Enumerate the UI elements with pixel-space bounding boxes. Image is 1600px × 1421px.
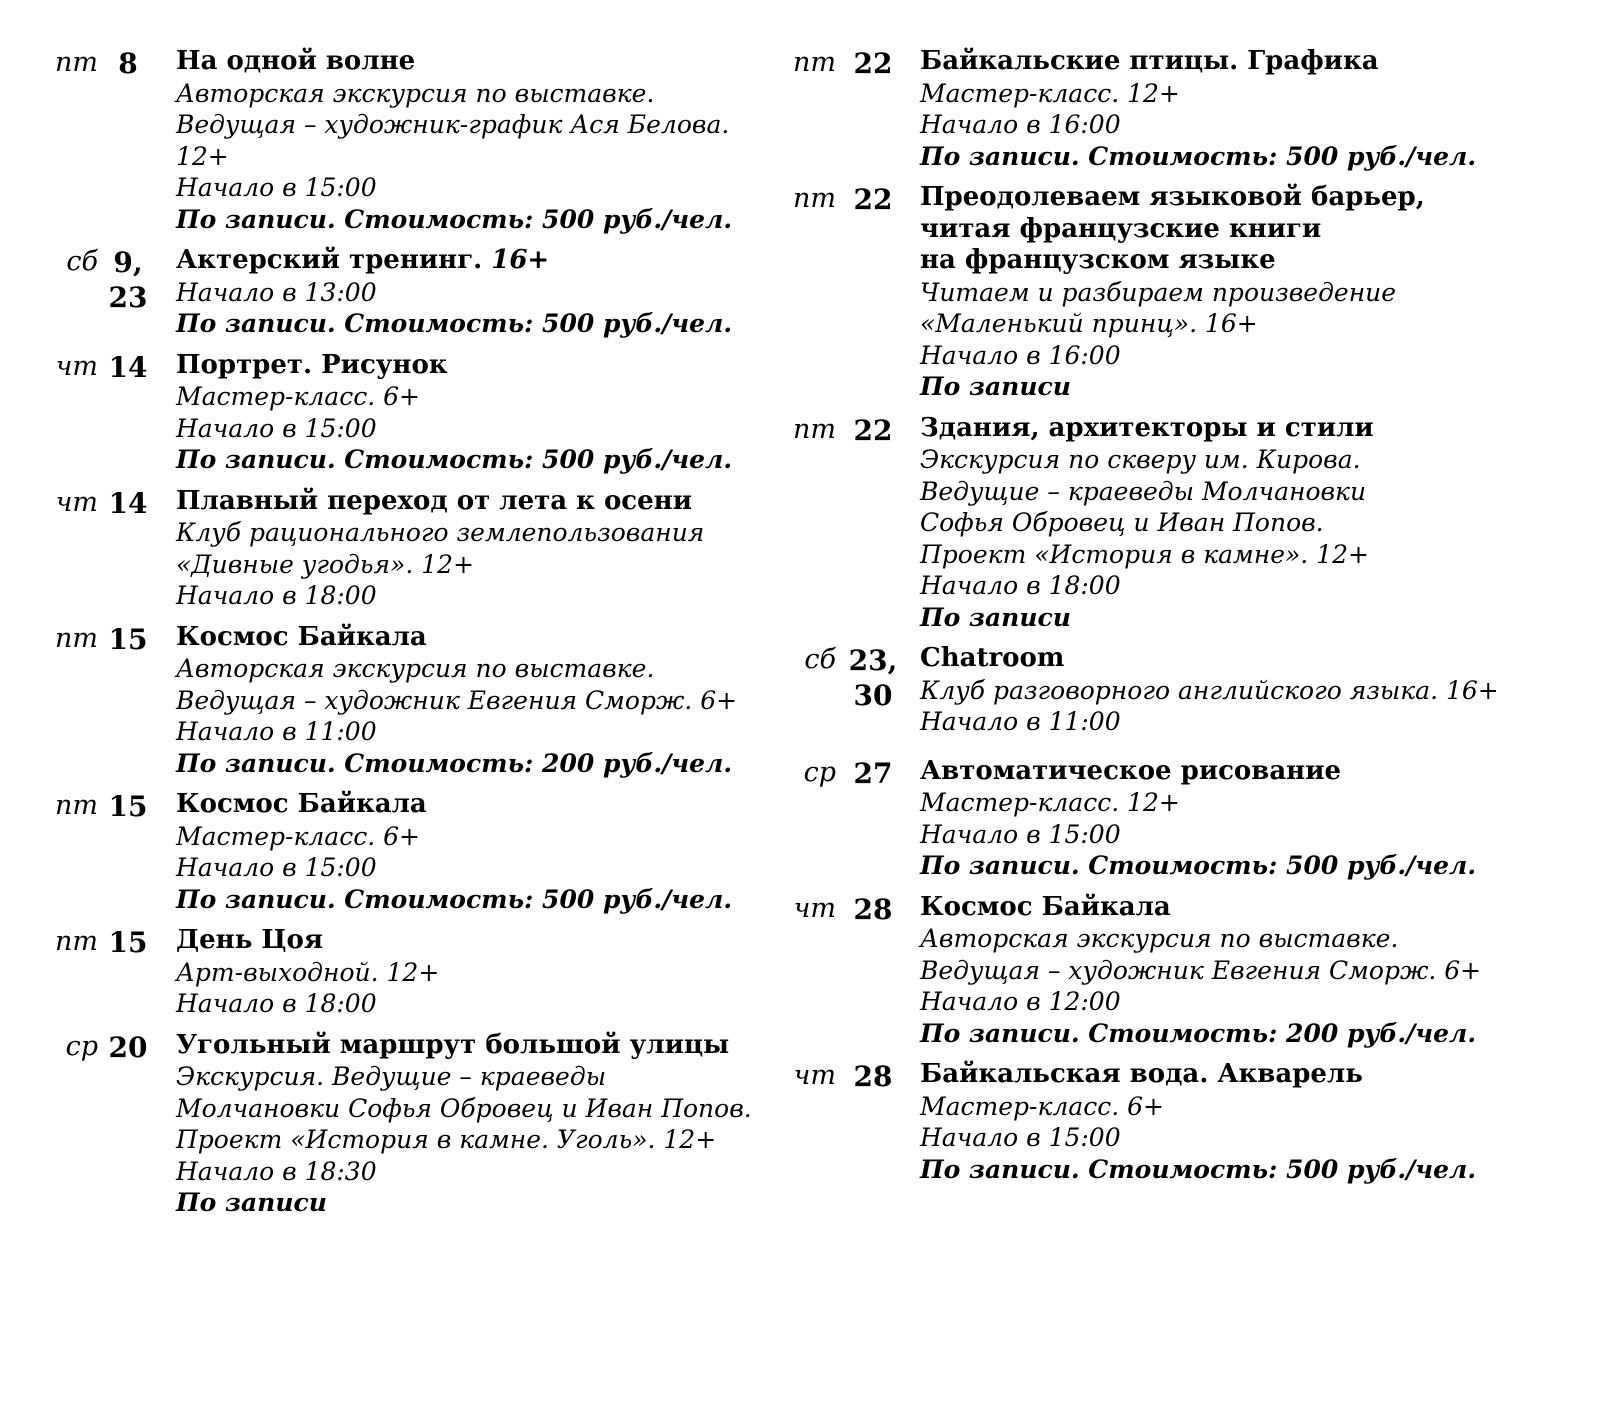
event-title: Актерский тренинг. 16+ <box>176 245 550 275</box>
event-start-time: Начало в 15:00 <box>176 413 377 443</box>
event-detail: Авторская экскурсия по выставке. <box>920 924 1399 953</box>
event-weekday: ср <box>803 756 836 788</box>
event-title: Автоматическое рисование <box>920 755 1342 786</box>
event-detail: Авторская экскурсия по выставке. <box>176 654 655 683</box>
event-detail: Клуб разговорного английского языка. 16+ <box>920 675 1499 705</box>
event-registration: По записи. Стоимость: 200 руб./чел. <box>920 1018 1477 1048</box>
event-weekday: чт <box>55 486 98 518</box>
event-detail: «Маленький принц». 16+ <box>920 309 1258 338</box>
event-registration: По записи. Стоимость: 500 руб./чел. <box>176 445 733 474</box>
event-title-continued: читая французские книги <box>920 213 1322 244</box>
event-date: 14 <box>108 350 148 384</box>
event-weekday: сб <box>804 644 836 675</box>
event-weekday: пт <box>793 413 836 445</box>
event-detail: «Дивные угодья». 12+ <box>176 549 474 579</box>
event-weekday: пт <box>793 47 836 78</box>
event-detail: Ведущие – краеведы Молчановки <box>920 476 1367 506</box>
event-item <box>790 1059 1590 1185</box>
event-start-time: Начало в 13:00 <box>176 277 377 307</box>
event-registration: По записи. Стоимость: 500 руб./чел. <box>176 884 733 914</box>
event-detail: Молчановки Софья Обровец и Иван Попов. <box>176 1093 752 1123</box>
event-title: Байкальская вода. Акварель <box>920 1059 1363 1089</box>
event-registration: По записи <box>176 1188 327 1217</box>
event-title: Космос Байкала <box>920 891 1171 922</box>
event-registration: По записи. Стоимость: 500 руб./чел. <box>176 309 733 338</box>
event-date: 15 <box>108 790 148 823</box>
event-title: День Цоя <box>176 925 324 955</box>
event-start-time: Начало в 15:00 <box>920 819 1121 849</box>
event-date: 22 <box>853 413 893 447</box>
event-start-time: Начало в 18:00 <box>920 571 1121 600</box>
event-title: Космос Байкала <box>176 621 427 652</box>
right-column <box>790 46 1590 1195</box>
event-start-time: Начало в 11:00 <box>176 717 377 746</box>
event-item <box>52 350 772 476</box>
event-title: Угольный маршрут большой улицы <box>176 1029 730 1060</box>
event-start-time: Начало в 18:00 <box>176 989 377 1018</box>
event-detail: Проект «История в камне». 12+ <box>920 539 1369 569</box>
event-date: 23, 30 <box>848 644 898 712</box>
event-title: Плавный переход от лета к осени <box>176 485 692 516</box>
event-item <box>52 925 772 1020</box>
event-detail: Софья Обровец и Иван Попов. <box>920 508 1324 537</box>
event-start-time: Начало в 15:00 <box>920 1123 1121 1152</box>
event-weekday: пт <box>55 926 98 957</box>
event-title: Байкальские птицы. Графика <box>920 46 1379 76</box>
event-detail: Экскурсия. Ведущие – краеведы <box>176 1062 607 1091</box>
event-detail: Мастер-класс. 6+ <box>176 821 420 851</box>
event-detail: Мастер-класс. 6+ <box>176 382 420 411</box>
event-start-time: Начало в 12:00 <box>920 987 1121 1016</box>
event-item <box>790 46 1590 172</box>
event-registration: По записи. Стоимость: 500 руб./чел. <box>920 141 1477 171</box>
event-item <box>52 789 772 915</box>
event-weekday: пт <box>793 183 836 214</box>
event-item <box>52 1030 772 1219</box>
event-title: Chatroom <box>920 643 1065 673</box>
event-item <box>52 46 772 235</box>
event-start-time: Начало в 18:30 <box>176 1156 377 1186</box>
event-weekday: пт <box>55 622 98 654</box>
event-detail: Ведущая – художник Евгения Сморж. 6+ <box>176 685 738 715</box>
event-item <box>52 622 772 780</box>
event-item <box>790 756 1590 882</box>
event-date: 22 <box>853 183 893 216</box>
event-detail: Клуб рационального землепользования <box>176 518 705 547</box>
event-start-time: Начало в 15:00 <box>176 173 377 202</box>
event-start-time: Начало в 16:00 <box>920 110 1121 139</box>
event-registration: По записи. Стоимость: 200 руб./чел. <box>176 748 733 778</box>
event-date: 9, 23 <box>108 246 148 314</box>
event-title: Преодолеваем языковой барьер, <box>920 182 1425 212</box>
event-detail: Ведущая – художник Евгения Сморж. 6+ <box>920 955 1482 985</box>
event-weekday: пт <box>55 47 98 78</box>
left-column <box>52 46 772 1229</box>
event-registration: По записи <box>920 602 1071 632</box>
event-title: Здания, архитекторы и стили <box>920 412 1374 443</box>
event-date: 14 <box>108 486 148 520</box>
event-date: 22 <box>853 47 893 80</box>
event-date: 28 <box>853 892 893 926</box>
event-start-time: Начало в 16:00 <box>920 340 1121 370</box>
event-detail: Арт-выходной. 12+ <box>176 957 440 987</box>
event-item <box>790 643 1590 738</box>
event-weekday: сб <box>66 246 98 277</box>
event-item <box>790 413 1590 634</box>
event-detail: Мастер-класс. 12+ <box>920 788 1180 817</box>
event-detail: Проект «История в камне. Уголь». 12+ <box>176 1125 717 1154</box>
event-title: Космос Байкала <box>176 789 427 819</box>
event-detail: Читаем и разбираем произведение <box>920 277 1397 307</box>
event-start-time: Начало в 18:00 <box>176 581 377 610</box>
event-date: 20 <box>108 1030 148 1064</box>
event-weekday: чт <box>55 350 98 382</box>
event-detail: Экскурсия по скверу им. Кирова. <box>920 445 1361 474</box>
event-start-time: Начало в 11:00 <box>920 707 1121 736</box>
event-registration: По записи. Стоимость: 500 руб./чел. <box>176 204 733 234</box>
event-item <box>790 182 1590 403</box>
event-weekday: чт <box>793 1060 836 1091</box>
event-date: 15 <box>108 622 148 656</box>
event-weekday: пт <box>55 790 98 821</box>
event-detail: Мастер-класс. 12+ <box>920 78 1180 108</box>
event-registration: По записи. Стоимость: 500 руб./чел. <box>920 851 1477 880</box>
event-date: 15 <box>108 926 148 959</box>
event-start-time: Начало в 15:00 <box>176 853 377 882</box>
event-detail: Авторская экскурсия по выставке. <box>176 78 655 108</box>
event-detail: Ведущая – художник-график Ася Белова. 12+ <box>176 110 730 171</box>
event-item <box>52 486 772 612</box>
event-weekday: ср <box>65 1030 98 1062</box>
event-weekday: чт <box>793 892 836 924</box>
event-title: На одной волне <box>176 46 416 76</box>
event-registration: По записи. Стоимость: 500 руб./чел. <box>920 1154 1477 1184</box>
event-date: 8 <box>118 47 138 80</box>
event-registration: По записи <box>920 372 1071 401</box>
event-date: 27 <box>853 756 893 790</box>
event-title-continued: на французском языке <box>920 245 1276 275</box>
event-date: 28 <box>853 1060 893 1093</box>
event-item <box>52 245 772 340</box>
event-detail: Мастер-класс. 6+ <box>920 1091 1164 1121</box>
event-title: Портрет. Рисунок <box>176 349 448 380</box>
event-item <box>790 892 1590 1050</box>
